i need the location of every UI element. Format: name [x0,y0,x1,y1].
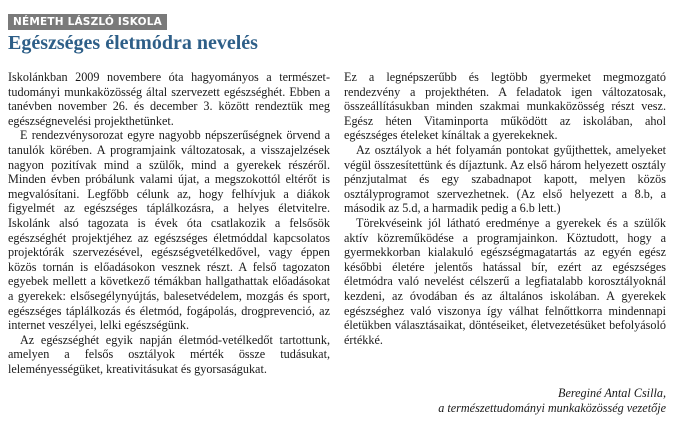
school-name-tag: NÉMETH LÁSZLÓ ISKOLA [8,14,167,30]
paragraph: Az osztályok a hét folyamán pontokat gyűjthettek, amelyeket végül összesítettünk és díjaztunk. Az első három helyezett osztály pénzjutalmat és egy szabadnapot kapott, melyen közös osztályprogramot szervezhetnek. (Az első helyezett a 8.b, a második az 5.d, a harmadik pedig a 6.b lett.) [344,142,666,216]
author-signature [438,386,666,416]
paragraph: E rendezvénysorozat egyre nagyobb népszerűségnek örvend a tanulók körében. A programjaink változatosak, a visszajelzések nagyon pozitívak mind a szülők, mind a gyerekek részéről. Minden évben próbálunk valami újat, a megszokottól eltérőt is megvalósítani. Legfőbb célunk az, hogy felhívjuk a diákok figyelmét az egészséges táplálkozásra, a helyes életvitelre. Iskolánk alsó tagozata is évek óta csatlakozik a felsősök egészséghét projektjéhez az egészséges életmóddal kapcsolatos projektórák szervezésével, egészségvetélkedővel, vagy éppen közös tornán is előadásokon vesznek részt. A felső tagozaton egyebek mellett a következő témákban hallgathattak előadásokat a gyerekek: elsősegélynyújtás, balesetvédelem, mozgás és sport, egészséges táplálkozás és életmód, fogápolás, drogprevenció, az internet veszélyei, lelki egészségünk. [8,128,330,333]
author-role: a természettudományi munkaközösség vezetője [438,401,666,415]
paragraph: Az egészséghét egyik napján életmód-vetélkedőt tartottunk, amelyen a felsős osztályok mérték össze tudásukat, leleményességüket, kreativitásukat és gyorsaságukat. [8,332,330,376]
paragraph: Ez a legnépszerűbb és legtöbb gyermeket megmozgató rendezvény a projekthéten. A feladatok igen változatosak, összeállításukban minden szakmai munkaközösség részt vesz. Egész héten Vitaminporta működött az iskolában, ahol egészséges ételeket kínáltak a gyerekeknek. [344,70,666,143]
article-column-right [344,70,666,347]
paragraph: Iskolánkban 2009 novembere óta hagyományos a természettudományi munkaközösség által szervezett egészséghét. Ebben a tanévben november 26. és december 3. között rendeztük meg egészségnevelési projekthetünket. [8,70,330,128]
article-title: Egészséges életmódra nevelés [8,32,258,54]
paragraph: Törekvéseink jól látható eredménye a gyerekek és a szülők aktív közreműködése a programjainkon. Köztudott, hogy a gyermekkorban kialakuló egészségmagatartás az egyén egész későbbi életére jelentős hatással bír, ezért az egészséges életmódra való nevelést célszerű a legfiatalabb korosztályoknál kezdeni, az óvodában és az általános iskolában. A gyerekek egészséghez való viszonya így válhat felnőttkorra mindennapi életükben választásaikat, döntéseiket, életvezetésüket befolyásoló értékké. [344,215,666,347]
author-name: Bereginé Antal Csilla, [558,386,666,400]
article-column-left [8,70,330,376]
